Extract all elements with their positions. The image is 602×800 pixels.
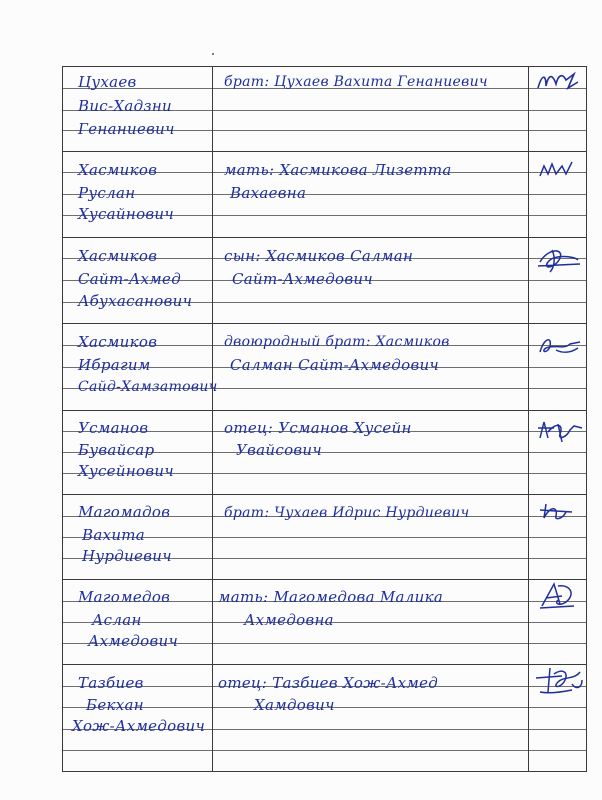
name-line: Вахита (82, 526, 146, 544)
table-left-border (62, 66, 63, 772)
column-divider (212, 66, 213, 772)
name-line: Магомадов (78, 503, 171, 521)
name-line: Бекхан (86, 696, 144, 714)
row-separator (62, 494, 587, 495)
row-separator (62, 410, 587, 411)
relation-line: мать: Магомедова Малика (218, 588, 444, 606)
relation-line: Салман Сайт-Ахмедович (230, 356, 440, 374)
name-line: Хож-Ахмедович (72, 717, 206, 735)
name-line: Аслан (92, 611, 142, 629)
relation-line: мать: Хасмикова Лизетта (224, 161, 452, 179)
relation-line: Хамдович (254, 696, 335, 714)
name-line: Вис-Хадзни (78, 97, 173, 115)
table-bottom-rule (62, 771, 587, 772)
table-right-border (586, 66, 587, 772)
row-separator (62, 151, 587, 152)
name-line: Хасмиков (78, 161, 158, 179)
name-line: Нурдиевич (82, 547, 172, 565)
name-line: Усманов (78, 419, 149, 437)
signature-mark (532, 664, 586, 698)
table-top-rule (62, 66, 587, 67)
row-separator (62, 579, 587, 580)
relation-line: Сайт-Ахмедович (232, 270, 373, 288)
relation-line: брат: Чухаев Идрис Нурдиевич (224, 505, 470, 521)
relation-line: Вахаевна (230, 184, 307, 202)
row-separator (62, 323, 587, 324)
relation-line: двоюродный брат: Хасмиков (224, 334, 450, 350)
name-line: Сайд-Хамзатович (78, 379, 218, 395)
name-line: Магомедов (78, 588, 171, 606)
name-line: Бувайсар (78, 441, 155, 459)
name-line: Хусейнович (78, 462, 174, 480)
signature-mark (536, 158, 580, 180)
name-line: Хусайнович (78, 205, 175, 223)
row-separator (62, 237, 587, 238)
name-line: Руслан (78, 184, 136, 202)
name-line: Хасмиков (78, 333, 158, 351)
paper-speck (212, 53, 214, 55)
name-line: Сайт-Ахмед (78, 270, 182, 288)
name-line: Хасмиков (78, 247, 158, 265)
signature-mark (534, 244, 584, 274)
name-line: Тазбиев (78, 674, 144, 692)
relation-line: брат: Цухаев Вахита Генаниевич (224, 74, 488, 90)
relation-line: сын: Хасмиков Салман (224, 247, 414, 265)
name-line: Цухаев (78, 73, 137, 91)
relation-line: Увайсович (236, 441, 323, 459)
relation-line: Ахмедовна (244, 611, 334, 629)
signature-mark (534, 416, 586, 444)
rule-line (62, 194, 587, 195)
name-line: Ибрагим (78, 356, 151, 374)
signature-mark (534, 332, 584, 360)
signature-mark (536, 500, 580, 522)
name-line: Абухасанович (78, 292, 193, 310)
relation-line: отец: Усманов Хусейн (224, 419, 412, 437)
signature-mark (536, 580, 580, 612)
name-line: Генаниевич (78, 120, 175, 138)
row-separator (62, 664, 587, 665)
signature-mark (534, 68, 582, 94)
rule-line (62, 750, 587, 751)
column-divider (528, 66, 529, 772)
name-line: Ахмедович (88, 632, 179, 650)
relation-line: отец: Тазбиев Хож-Ахмед (218, 674, 439, 692)
